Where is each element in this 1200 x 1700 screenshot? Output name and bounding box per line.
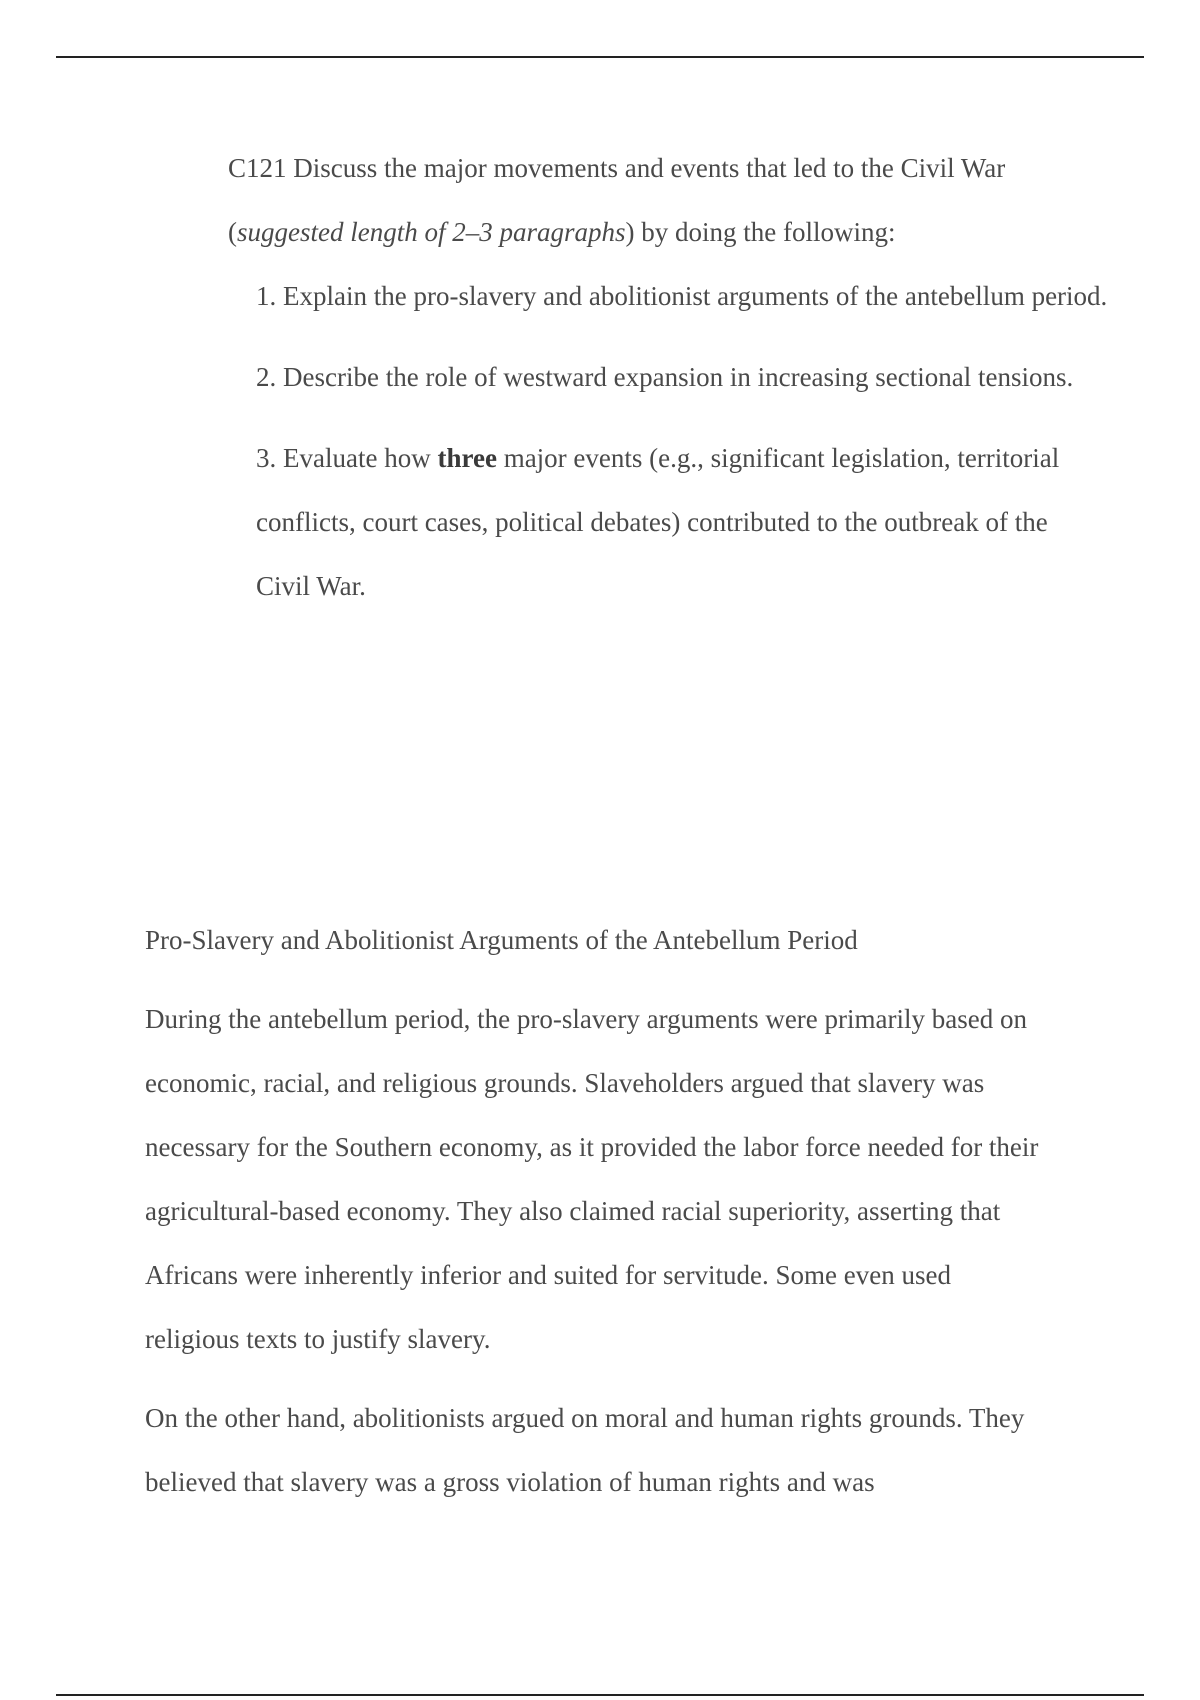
prompt-task-item-3: 3. Evaluate how three major events (e.g., significant legislation, territorial conflicts, court cases, political debates) contributed to the outbreak of the Civil War. [256,443,1060,601]
prompt-intro: C121 Discuss the major movements and events that led to the Civil War (suggested length of 2–3 paragraphs) by doing the following: [228,153,1006,247]
emphasis-three: three [437,443,497,473]
essay-paragraph-2: On the other hand, abolitionists argued on moral and human rights grounds. They believed that slavery was a gross violation of human rights and was [145,1403,1025,1497]
essay-body [145,908,1045,1529]
assignment-prompt [228,136,1108,635]
essay-paragraph-1: During the antebellum period, the pro-slavery arguments were primarily based on economic, racial, and religious grounds. Slaveholders argued that slavery was necessary for the Southern economy, as it provided the labor force needed for their agricultural-based economy. They also claimed racial superiority, asserting that Africans were inherently inferior and suited for servitude. Some even used religious texts to justify slavery. [145,1004,1039,1354]
suggested-length: suggested length of 2–3 paragraphs [237,217,626,247]
section-heading: Pro-Slavery and Abolitionist Arguments of the Antebellum Period [145,925,858,955]
page-bottom-rule [56,1694,1144,1696]
prompt-task-item-2: 2. Describe the role of westward expansion in increasing sectional tensions. [256,362,1074,392]
prompt-task-list [228,264,1108,618]
prompt-task-item-1: 1. Explain the pro-slavery and abolitionist arguments of the antebellum period. [256,281,1108,311]
page-top-rule [56,56,1144,58]
